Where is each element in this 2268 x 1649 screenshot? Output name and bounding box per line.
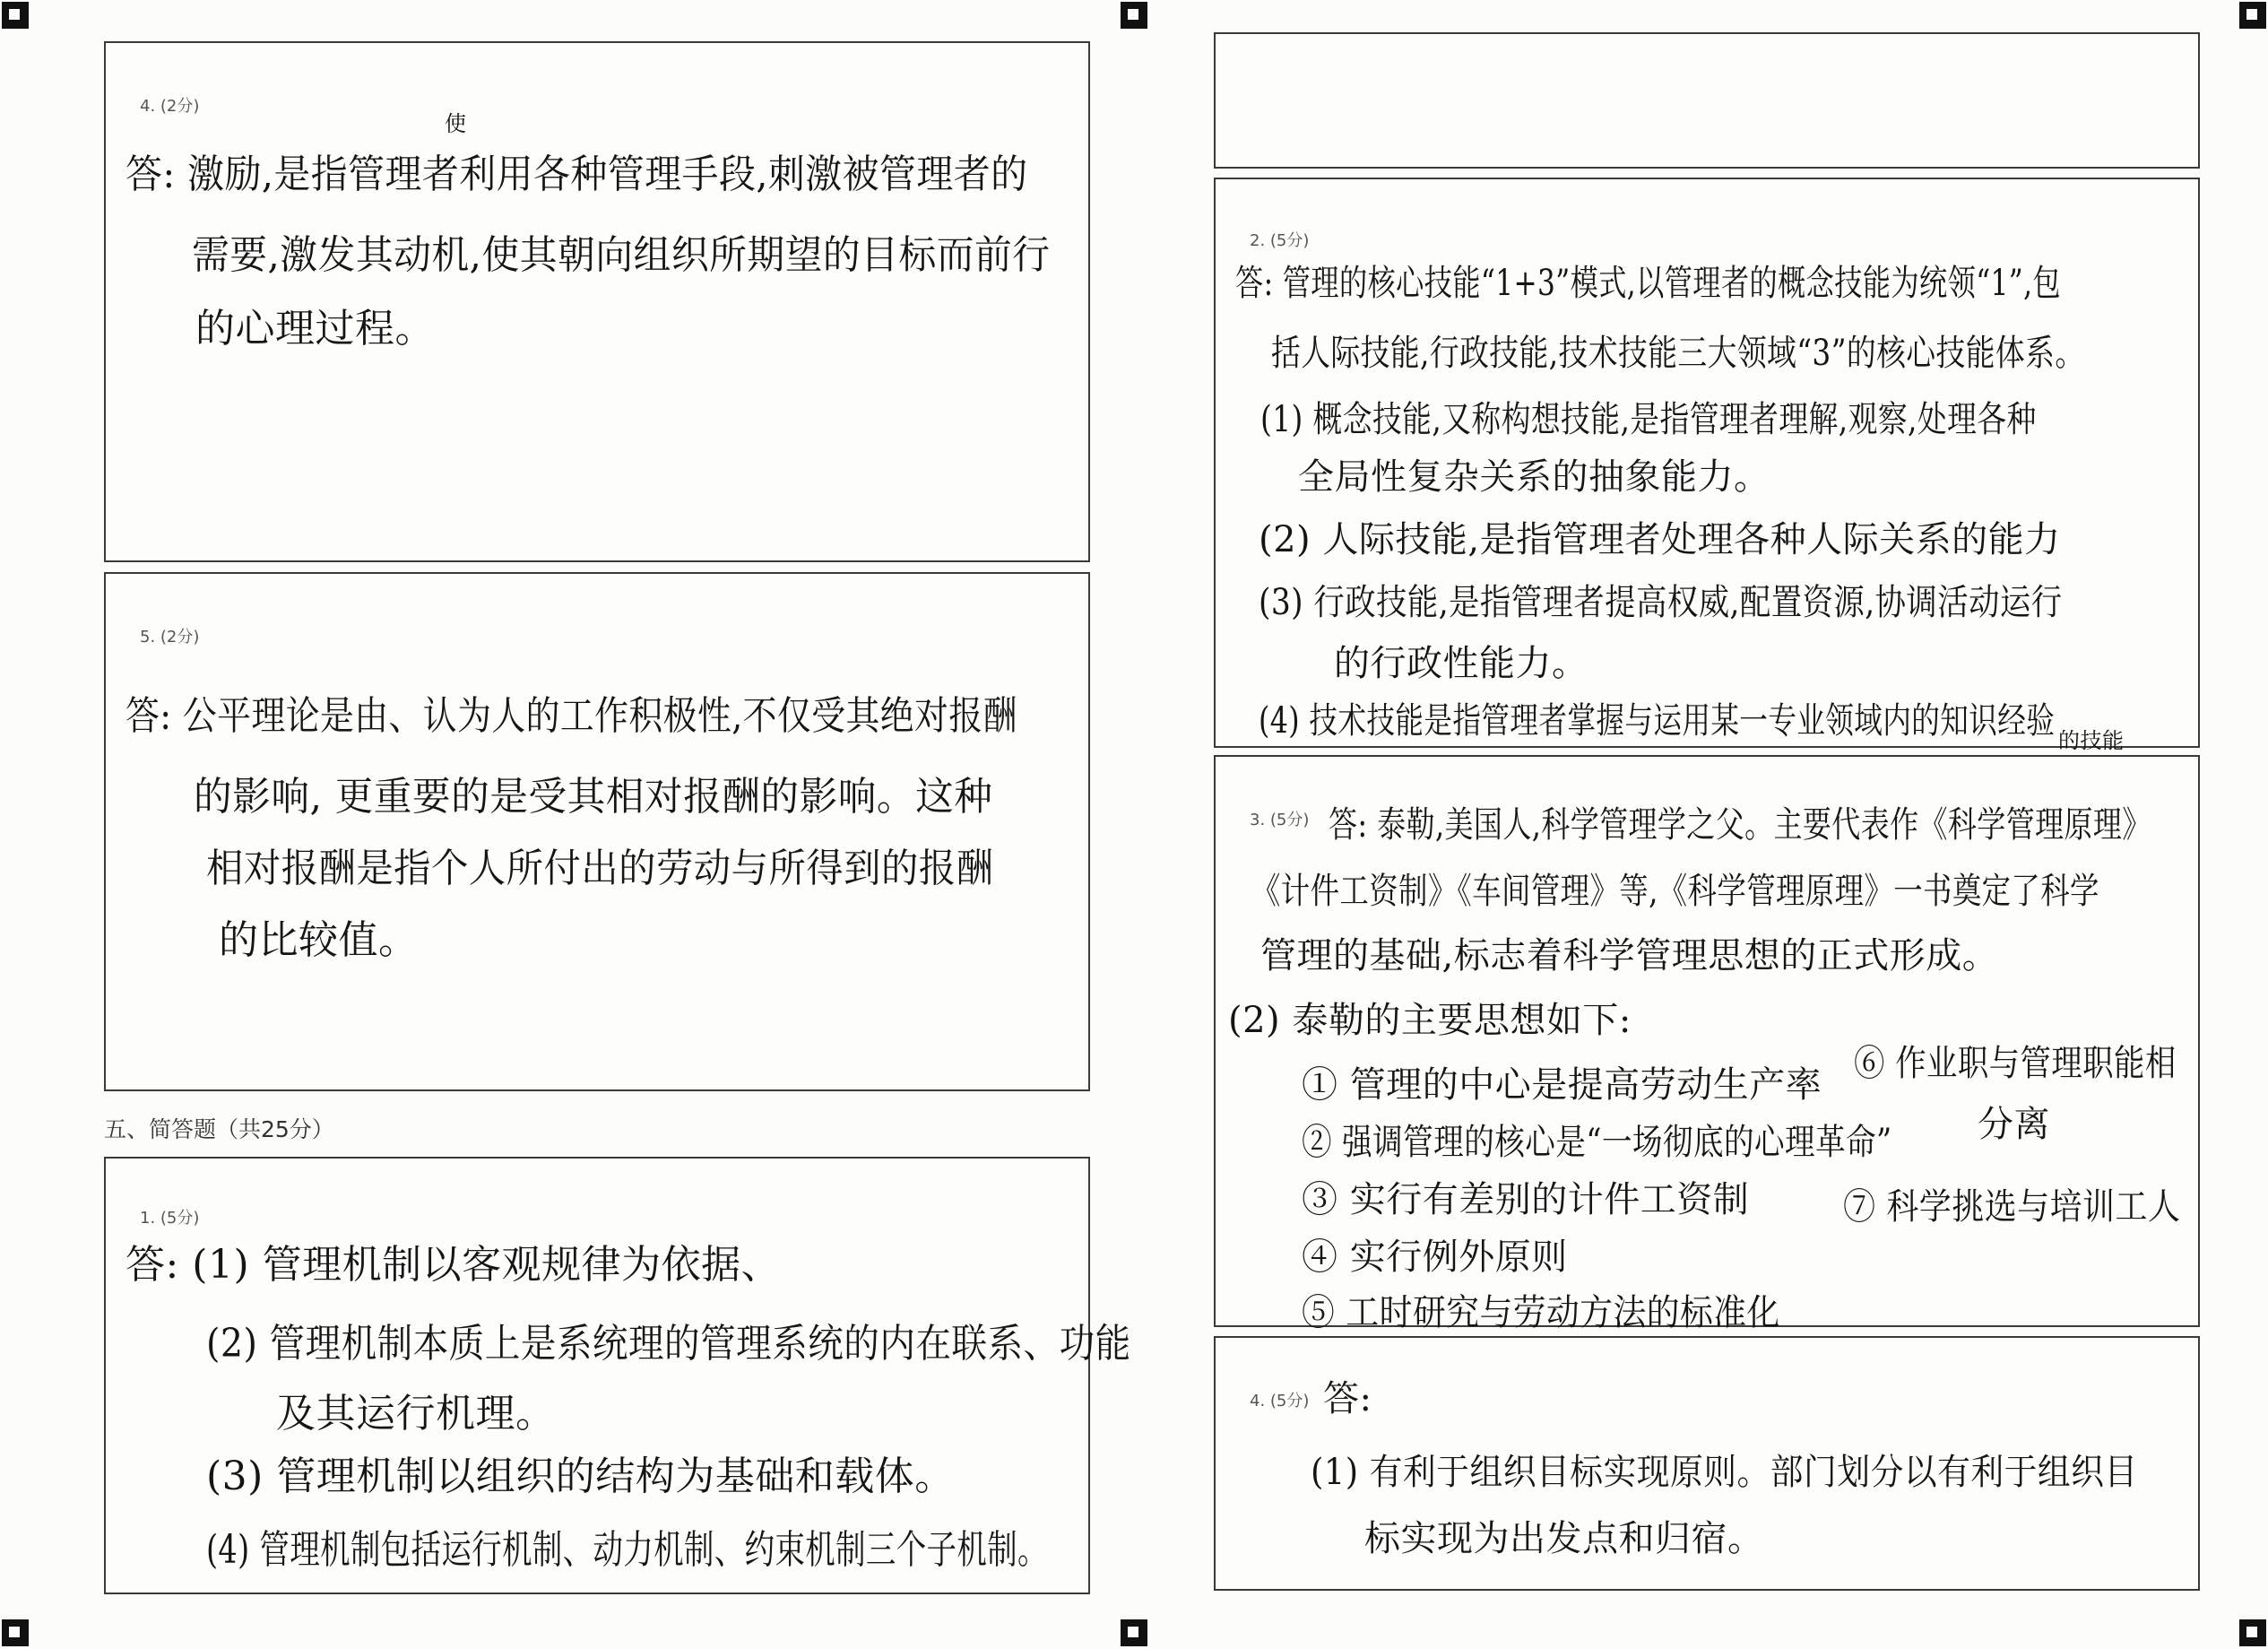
answer-box-sa1	[104, 1157, 1131, 1594]
answer-line: (2) 人际技能,是指管理者处理各种人际关系的能力	[1259, 519, 2061, 560]
question-label: 3. (5分)	[1250, 811, 1310, 829]
registration-marker-top-left	[2, 2, 29, 29]
answer-line: 管理的基础,标志着科学管理思想的正式形成。	[1260, 935, 1999, 976]
answer-box-q5	[104, 572, 1090, 1091]
question-label: 4. (2分)	[140, 97, 200, 116]
answer-line: 的心理过程。	[195, 306, 435, 351]
answer-line: (2) 泰勒的主要思想如下:	[1228, 1000, 1632, 1041]
registration-marker-bottom-left	[2, 1619, 29, 1646]
answer-box-sa3	[1214, 755, 2200, 1333]
answer-line: ⑤ 工时研究与劳动方法的标准化	[1302, 1292, 1780, 1333]
answer-line: (1) 有利于组织目标实现原则。部门划分以有利于组织目	[1311, 1452, 2138, 1493]
answer-line: (1) 概念技能,又称构想技能,是指管理者理解,观察,处理各种	[1260, 399, 2037, 440]
answer-line: 答:	[1323, 1378, 1372, 1419]
answer-overflow-note: 的技能	[2058, 728, 2125, 753]
answer-line: ③ 实行有差别的计件工资制	[1302, 1179, 1750, 1220]
answer-side-item: 分离	[1978, 1104, 2050, 1145]
answer-line: 标实现为出发点和归宿。	[1364, 1518, 1764, 1559]
answer-side-item: ⑦ 科学挑选与培训工人	[1843, 1186, 2181, 1228]
registration-marker-bottom-center	[1121, 1619, 1147, 1646]
answer-line: (3) 管理机制以组织的结构为基础和载体。	[206, 1454, 955, 1499]
answer-box-top-continuation	[1214, 32, 2200, 169]
answer-line: 答: (1) 管理机制以客观规律为依据、	[126, 1242, 782, 1288]
answer-line: 《计件工资制》《车间管理》等,《科学管理原理》一书奠定了科学	[1251, 871, 2099, 912]
answer-line: 括人际技能,行政技能,技术技能三大领域“3”的核心技能体系。	[1271, 333, 2085, 374]
question-label: 2. (5分)	[1250, 231, 1310, 250]
answer-line: 答: 管理的核心技能“1+3”模式,以管理者的概念技能为统领“1”,包	[1235, 263, 2062, 304]
answer-line: ② 强调管理的核心是“一场彻底的心理革命”	[1302, 1122, 1892, 1163]
registration-marker-bottom-right	[2239, 1619, 2266, 1646]
answer-line: ④ 实行例外原则	[1302, 1237, 1568, 1278]
answer-line: 相对报酬是指个人所付出的劳动与所得到的报酬	[206, 846, 994, 891]
answer-line: (2) 管理机制本质上是系统理的管理系统的内在联系、功能	[206, 1321, 1131, 1367]
answer-line: (4) 技术技能是指管理者掌握与运用某一专业领域内的知识经验	[1259, 700, 2056, 742]
answer-line: (3) 行政技能,是指管理者提高权威,配置资源,协调活动运行	[1259, 582, 2063, 623]
handwritten-correction: 使	[445, 111, 467, 136]
answer-line: (4) 管理机制包括运行机制、动力机制、约束机制三个子机制。	[206, 1527, 1048, 1573]
question-label: 4. (5分)	[1250, 1392, 1310, 1410]
registration-marker-top-center	[1121, 2, 1147, 29]
question-label: 5. (2分)	[140, 628, 200, 647]
answer-box-q4	[104, 41, 1090, 562]
answer-line: 答: 公平理论是由、认为人的工作积极性,不仅受其绝对报酬	[126, 693, 1017, 739]
answer-line: 全局性复杂关系的抽象能力。	[1298, 456, 1770, 498]
answer-line: 的比较值。	[219, 917, 419, 963]
answer-box-sa4	[1214, 1336, 2200, 1591]
answer-line: 及其运行机理。	[276, 1391, 556, 1436]
answer-line: 的行政性能力。	[1334, 643, 1588, 684]
answer-line: 的影响, 更重要的是受其相对报酬的影响。这种	[194, 774, 993, 820]
answer-line: 答: 泰勒,美国人,科学管理学之父。主要代表作《科学管理原理》	[1329, 804, 2151, 846]
answer-line: 答: 激励,是指管理者利用各种管理手段,刺激被管理者的	[126, 152, 1028, 197]
question-label: 1. (5分)	[140, 1209, 200, 1228]
answer-box-sa2	[1214, 178, 2200, 753]
answer-line: 需要,激发其动机,使其朝向组织所期望的目标而前行	[192, 232, 1051, 278]
answer-line: ① 管理的中心是提高劳动生产率	[1302, 1064, 1822, 1106]
answer-side-item: ⑥ 作业职与管理职能相	[1854, 1043, 2177, 1084]
registration-marker-top-right	[2239, 2, 2266, 29]
section-title: 五、简答题（共25分）	[104, 1116, 334, 1142]
